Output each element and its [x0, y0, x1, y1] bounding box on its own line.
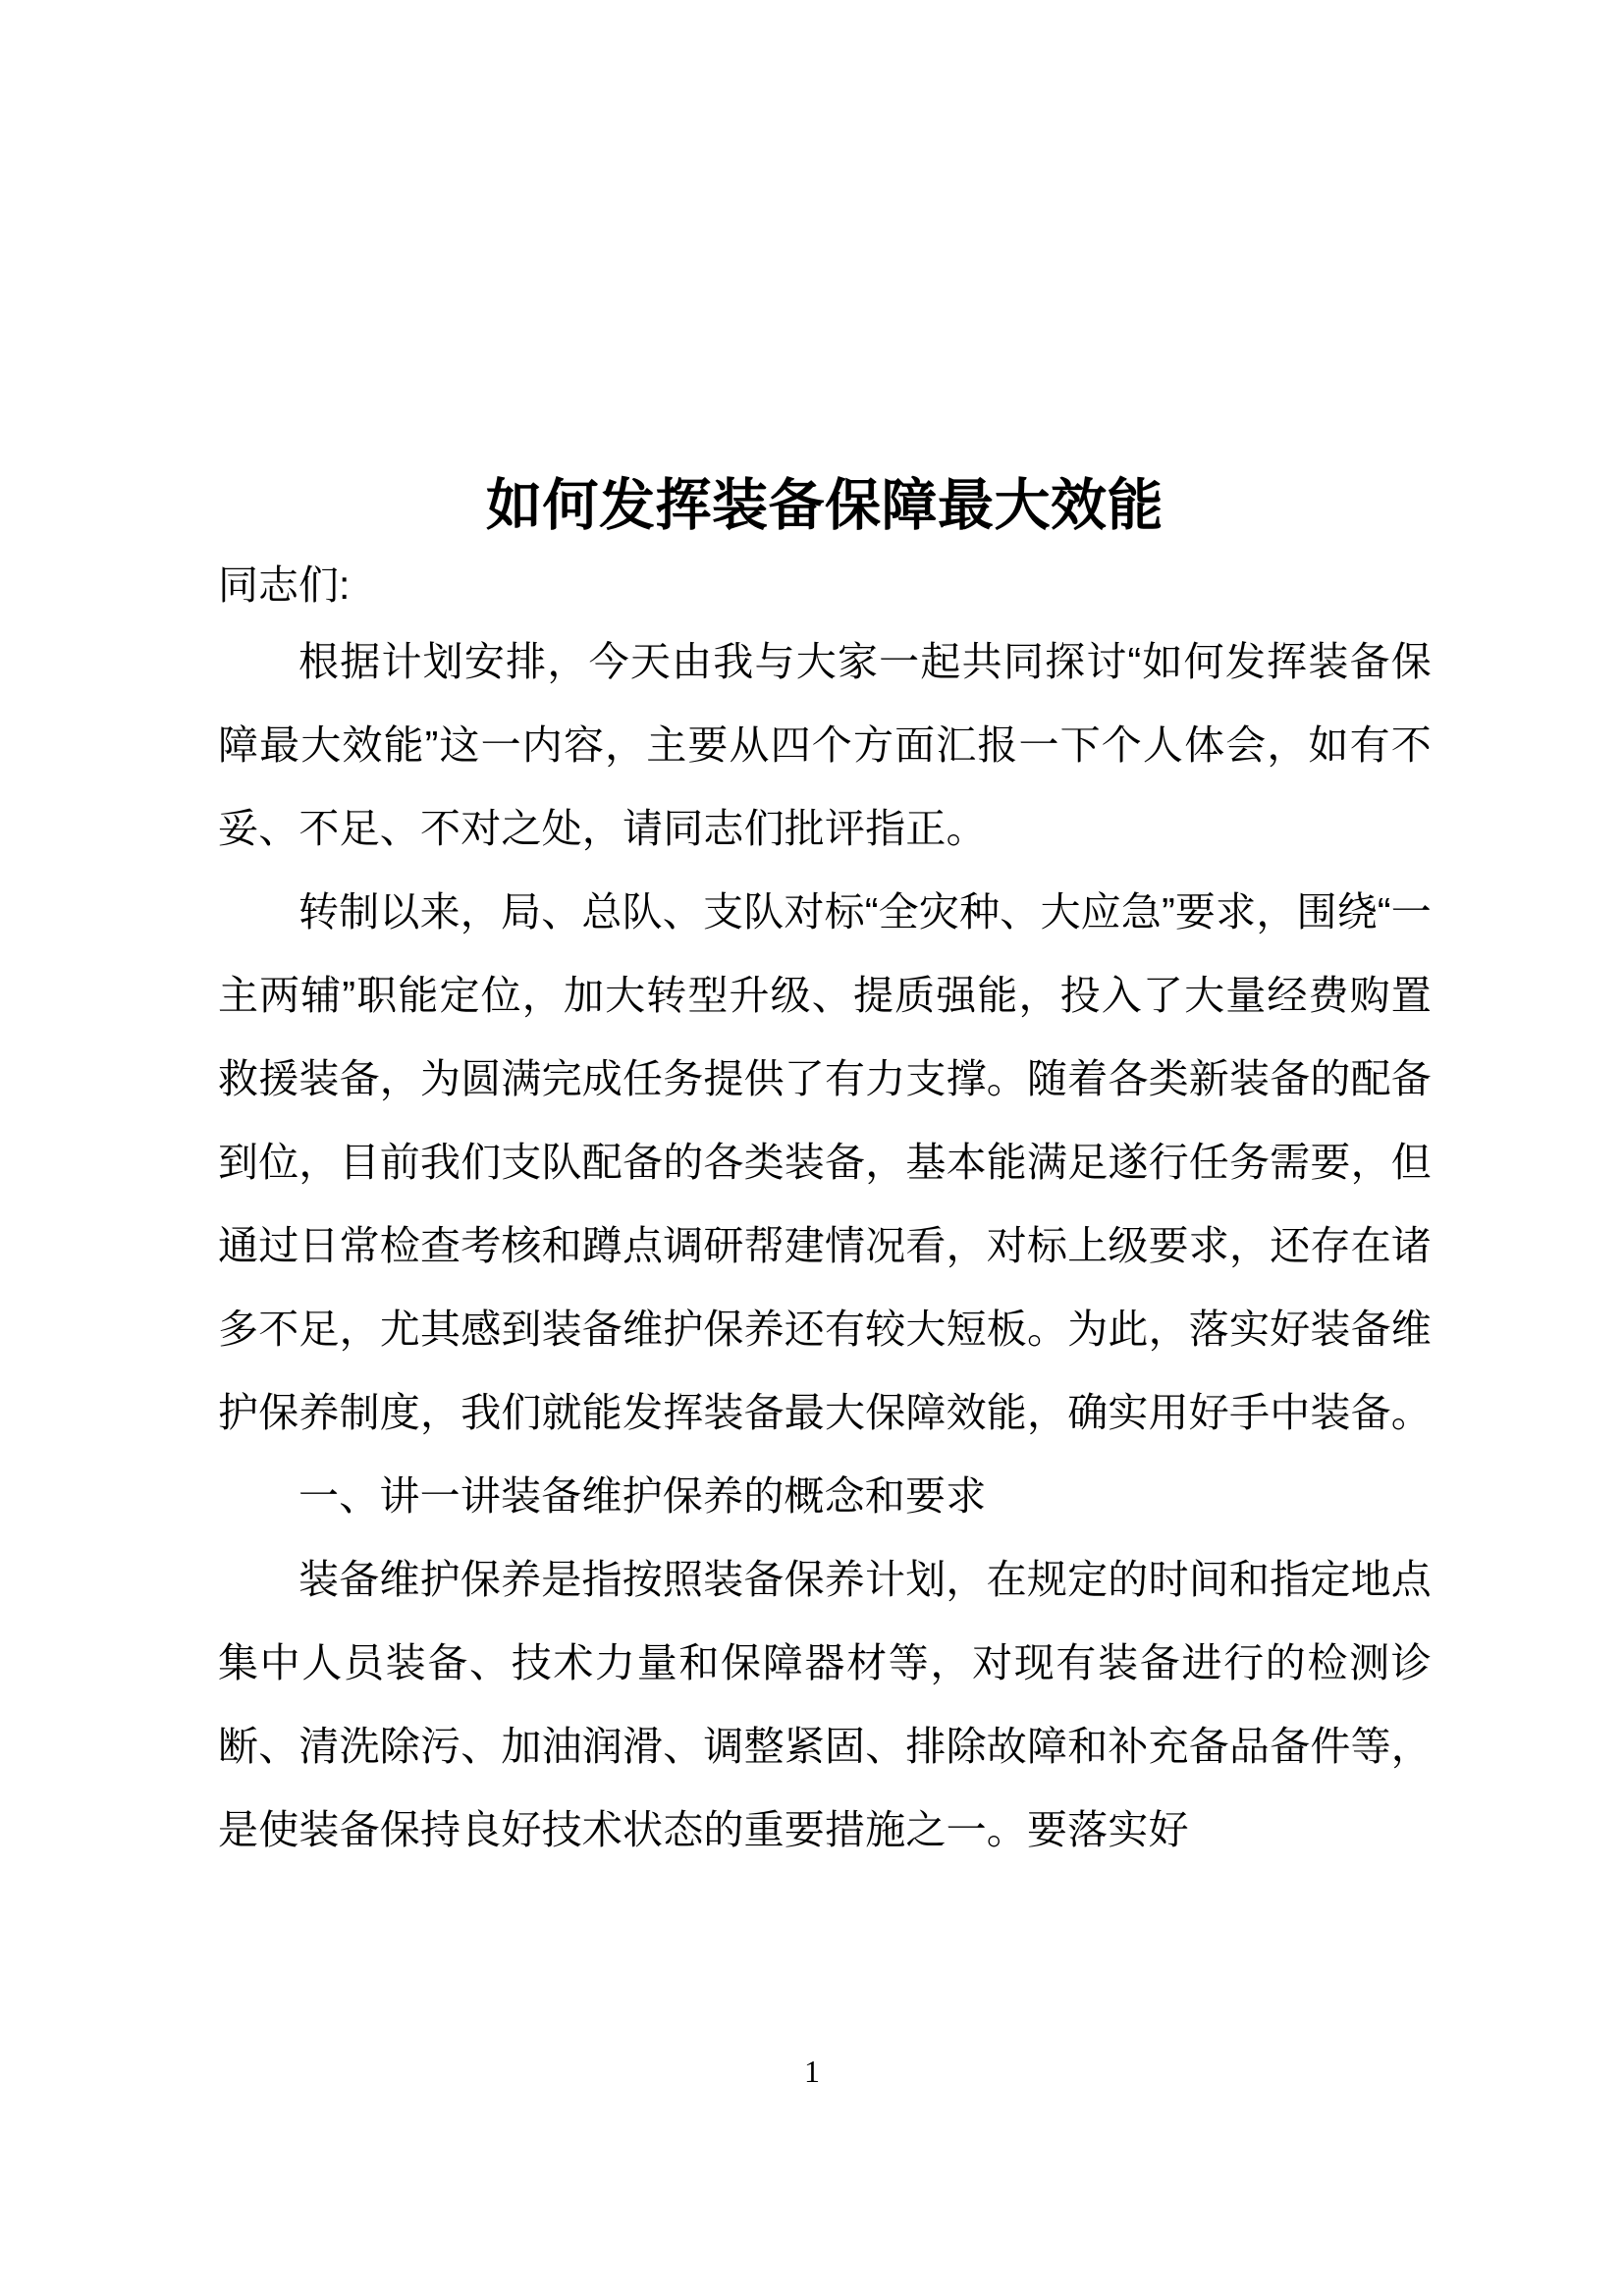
section-heading-one: 一、讲一讲装备维护保养的概念和要求	[298, 1473, 987, 1519]
page-title: 如何发挥装备保障最大效能	[486, 474, 1164, 537]
paragraph-background: 转制以来，局、总队、支队对标“全灾种、大应急”要求，围绕“一主两辅”职能定位，加大转型升级、提质强能，投入了大量经费购置救援装备，为圆满完成任务提供了有力支撑。随着各类新装备的配备到位，目前我们支队配备的各类装备，基本能满足遂行任务需要，但通过日常检查考核和蹲点调研帮建情况看，对标上级要求，还存在诸多不足，尤其感到装备维护保养还有较大短板。为此，落实好装备维护保养制度，我们就能发挥装备最大保障效能，确实用好手中装备。	[218, 889, 1432, 1435]
salutation-line: 同志们:	[218, 562, 351, 608]
document-content	[218, 467, 1432, 1872]
paragraph-intro: 根据计划安排，今天由我与大家一起共同探讨“如何发挥装备保障最大效能”这一内容，主要从四个方面汇报一下个人体会，如有不妥、不足、不对之处，请同志们批评指正。	[218, 639, 1432, 851]
paragraph-definition: 装备维护保养是指按照装备保养计划，在规定的时间和指定地点集中人员装备、技术力量和保障器材等，对现有装备进行的检测诊断、清洗除污、加油润滑、调整紧固、排除故障和补充备品备件等，是使装备保持良好技术状态的重要措施之一。要落实好	[218, 1557, 1432, 1852]
page-number: 1	[804, 2054, 820, 2089]
